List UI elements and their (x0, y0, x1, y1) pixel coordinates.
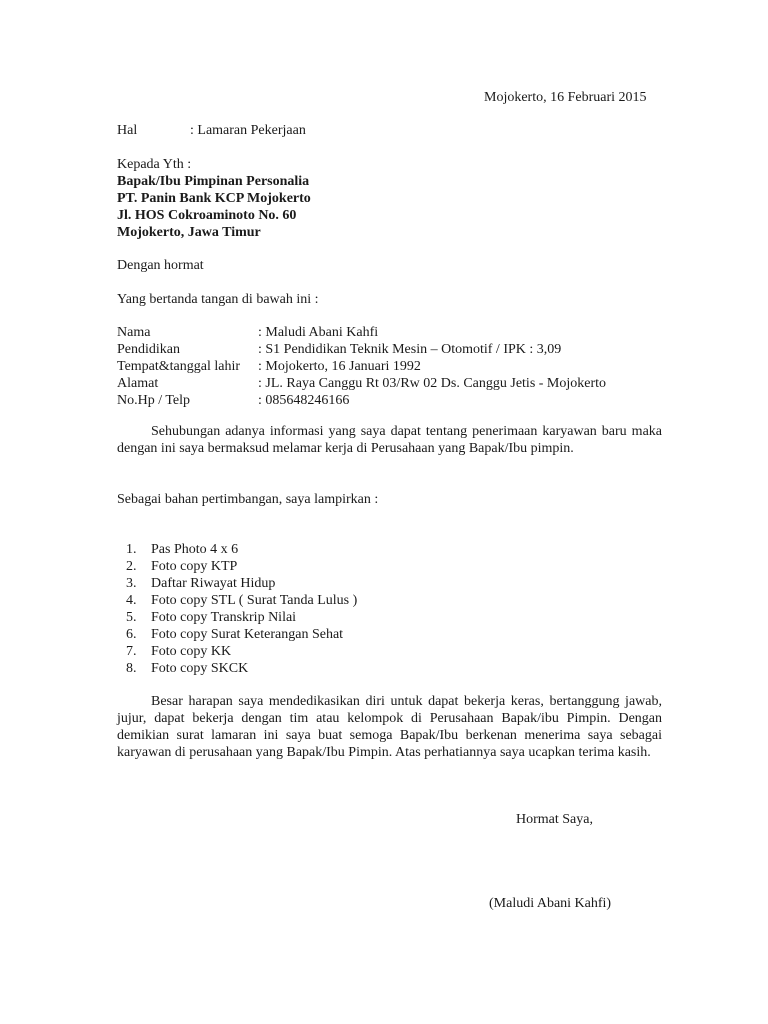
list-text: Foto copy SKCK (151, 661, 249, 676)
recipient-line: Mojokerto, Jawa Timur (117, 225, 261, 240)
attachments-intro: Sebagai bahan pertimbangan, saya lampirkan : (117, 492, 379, 507)
list-text: Foto copy Transkrip Nilai (151, 610, 297, 625)
field-label-telp: No.Hp / Telp (117, 393, 191, 408)
field-value-alamat: : JL. Raya Canggu Rt 03/Rw 02 Ds. Canggu Jetis - Mojokerto (258, 376, 607, 391)
list-text: Foto copy STL ( Surat Tanda Lulus ) (151, 593, 358, 608)
list-number: 7. (126, 644, 137, 659)
letter-date: Mojokerto, 16 Februari 2015 (484, 90, 647, 105)
signature-name: (Maludi Abani Kahfi) (489, 896, 612, 911)
list-number: 6. (126, 627, 137, 642)
recipient-block (117, 156, 311, 241)
list-number: 2. (126, 559, 137, 574)
list-number: 5. (126, 610, 137, 625)
field-label-nama: Nama (117, 325, 151, 340)
list-text: Pas Photo 4 x 6 (151, 542, 239, 557)
field-value-nama: : Maludi Abani Kahfi (258, 325, 379, 340)
closing-salutation: Hormat Saya, (516, 812, 593, 827)
recipient-line: PT. Panin Bank KCP Mojokerto (117, 191, 311, 206)
undersigned-intro: Yang bertanda tangan di bawah ini : (117, 292, 319, 307)
field-value-telp: : 085648246166 (258, 393, 350, 408)
list-text: Daftar Riwayat Hidup (151, 576, 276, 591)
recipient-intro: Kepada Yth : (117, 157, 192, 172)
paragraph-intro: Sehubungan adanya informasi yang saya dapat tentang penerimaan karyawan baru maka dengan ini saya bermaksud melamar kerja di Perusahaan yang Bapak/Ibu pimpin. (117, 424, 662, 456)
list-number: 3. (126, 576, 137, 591)
list-text: Foto copy KK (151, 644, 232, 659)
greeting: Dengan hormat (117, 258, 204, 273)
field-label-alamat: Alamat (117, 376, 159, 391)
list-text: Foto copy Surat Keterangan Sehat (151, 627, 344, 642)
subject-value: : Lamaran Pekerjaan (190, 123, 306, 138)
paragraph-closing: Besar harapan saya mendedikasikan diri untuk dapat bekerja keras, bertanggung jawab, jujur, dapat bekerja dengan tim atau kelompok di Perusahaan Bapak/ibu Pimpin. Dengan demikian surat lamaran ini saya buat semoga Bapak/Ibu berkenan menerima saya sebagai karyawan di perusahaan yang Bapak/Ibu Pimpin. Atas perhatiannya saya ucapkan terima kasih. (117, 694, 662, 760)
recipient-line: Jl. HOS Cokroaminoto No. 60 (117, 208, 297, 223)
list-number: 4. (126, 593, 137, 608)
field-value-pendidikan: : S1 Pendidikan Teknik Mesin – Otomotif / IPK : 3,09 (258, 342, 562, 357)
field-label-ttl: Tempat&tanggal lahir (117, 359, 241, 374)
field-label-pendidikan: Pendidikan (117, 342, 180, 357)
list-text: Foto copy KTP (151, 559, 238, 574)
recipient-line: Bapak/Ibu Pimpinan Personalia (117, 174, 310, 189)
field-value-ttl: : Mojokerto, 16 Januari 1992 (258, 359, 421, 374)
subject-label: Hal (117, 123, 138, 138)
list-number: 8. (126, 661, 137, 676)
list-number: 1. (126, 542, 137, 557)
